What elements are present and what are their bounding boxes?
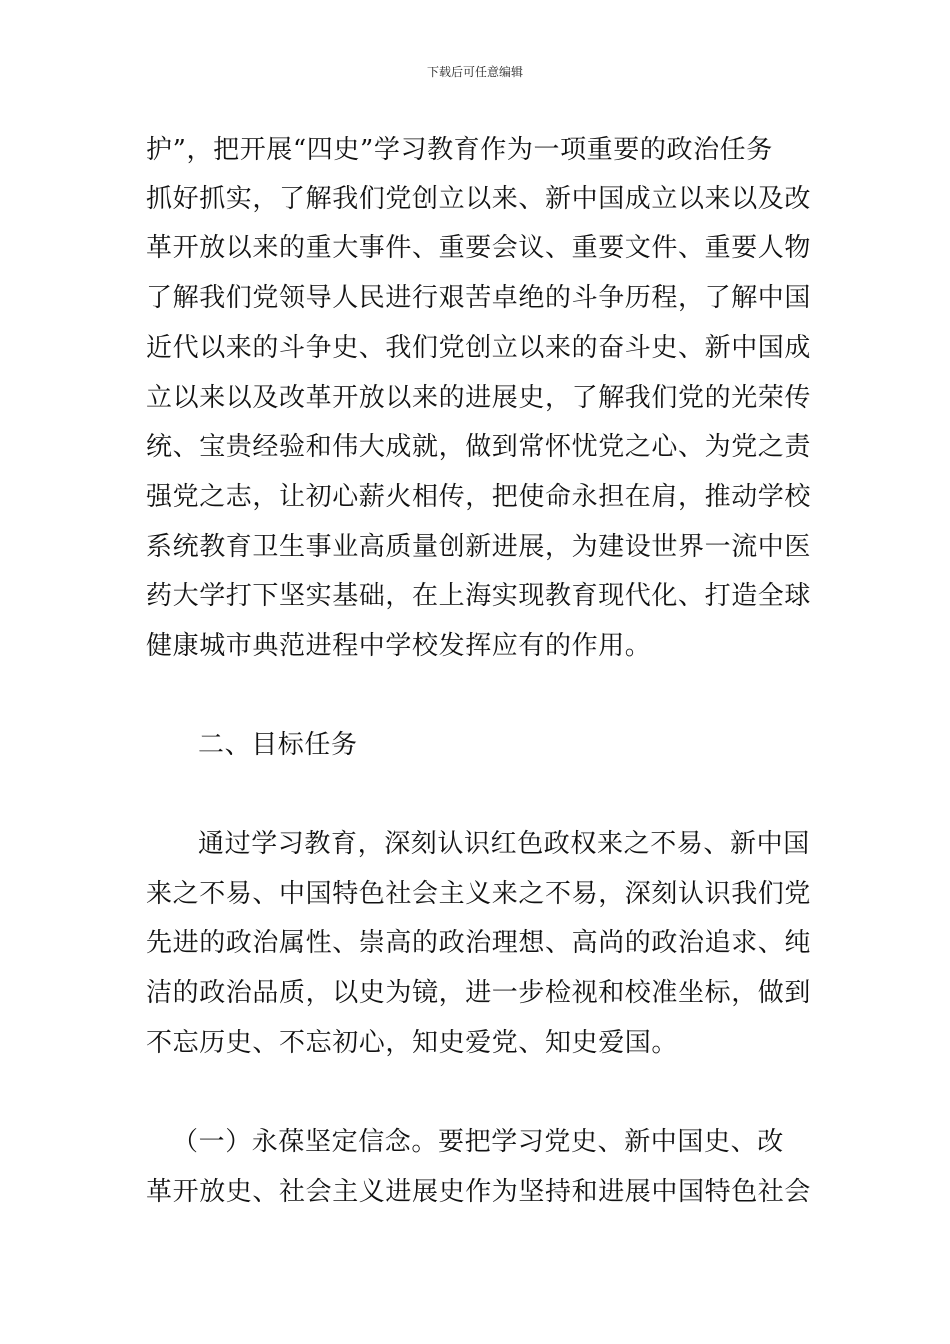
paragraph1-line-7: 统、宝贵经验和伟大成就，做到常怀忧党之心、为党之责 xyxy=(146,432,812,462)
paragraph1-line-3: 革开放以来的重大事件、重要会议、重要文件、重要人物 xyxy=(146,233,812,263)
paragraph1-line-2: 抓好抓实，了解我们党创立以来、新中国成立以来以及改 xyxy=(146,184,812,214)
paragraph1-line-5: 近代以来的斗争史、我们党创立以来的奋斗史、新中国成 xyxy=(146,333,812,363)
paragraph2-line-5: 不忘历史、不忘初心，知史爱党、知史爱国。 xyxy=(146,1028,679,1058)
paragraph1-line-4: 了解我们党领导人民进行艰苦卓绝的斗争历程，了解中国 xyxy=(146,283,812,313)
page-header-note: 下载后可任意编辑 xyxy=(426,65,523,79)
paragraph1-line-11: 健康城市典范进程中学校发挥应有的作用。 xyxy=(146,631,652,661)
paragraph1-line-6: 立以来以及改革开放以来的进展史，了解我们党的光荣传 xyxy=(146,383,812,413)
paragraph2-line-1: 通过学习教育，深刻认识红色政权来之不易、新中国 xyxy=(198,829,810,859)
paragraph3-line-2: 革开放史、社会主义进展史作为坚持和进展中国特色社会 xyxy=(146,1177,812,1207)
paragraph1-line-10: 药大学打下坚实基础，在上海实现教育现代化、打造全球 xyxy=(146,581,812,611)
paragraph3-line-1: （一）永葆坚定信念。要把学习党史、新中国史、改 xyxy=(172,1127,784,1157)
paragraph2-line-2: 来之不易、中国特色社会主义来之不易，深刻认识我们党 xyxy=(146,879,812,909)
paragraph2-line-3: 先进的政治属性、崇高的政治理想、高尚的政治追求、纯 xyxy=(146,928,812,958)
section-heading-targets: 二、目标任务 xyxy=(198,730,358,760)
paragraph1-line-9: 系统教育卫生事业高质量创新进展，为建设世界一流中医 xyxy=(146,532,812,562)
paragraph1-line-1: 护”，把开展“四史”学习教育作为一项重要的政治任务 xyxy=(146,135,773,165)
paragraph1-line-8: 强党之志，让初心薪火相传，把使命永担在肩，推动学校 xyxy=(146,482,812,512)
paragraph2-line-4: 洁的政治品质，以史为镜，进一步检视和校准坐标，做到 xyxy=(146,978,812,1008)
